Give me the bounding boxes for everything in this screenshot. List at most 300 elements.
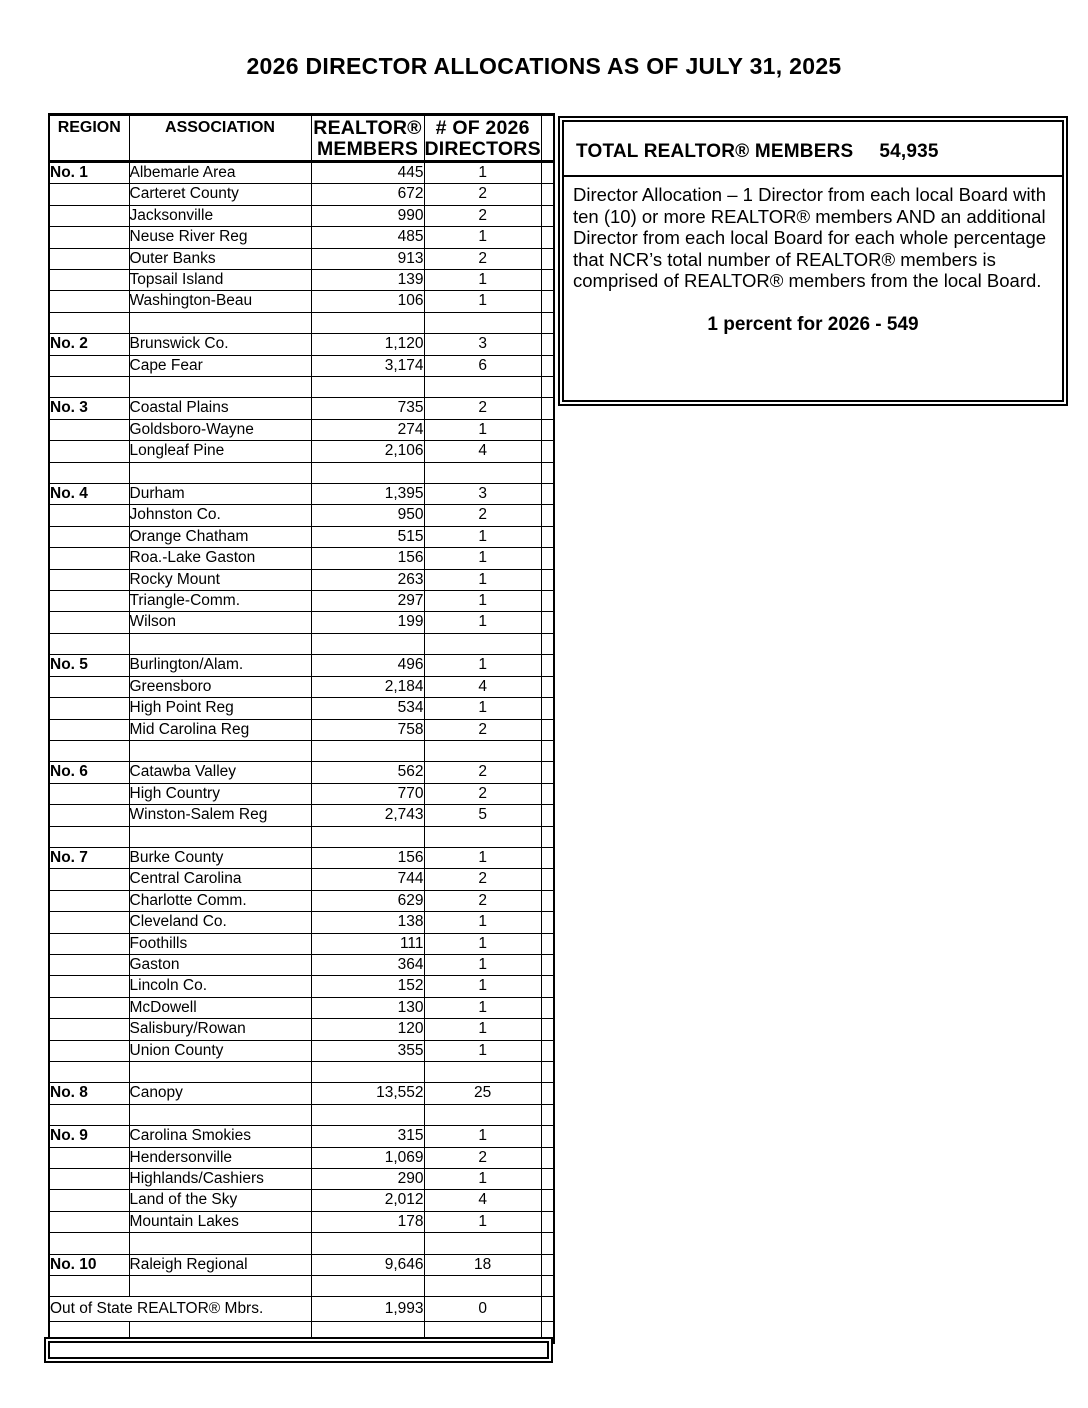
strip-cell: [541, 184, 554, 205]
region-cell: No. 8: [49, 1083, 129, 1104]
strip-cell: [541, 1061, 554, 1082]
members-cell: 445: [311, 162, 424, 184]
strip-cell: [541, 719, 554, 740]
region-cell: [49, 1211, 129, 1232]
table-header: [49, 115, 554, 162]
strip-cell: [541, 398, 554, 419]
association-cell: Salisbury/Rowan: [129, 1019, 311, 1040]
strip-cell: [541, 805, 554, 826]
association-cell: [129, 1233, 311, 1254]
region-cell: [49, 526, 129, 547]
region-cell: [49, 569, 129, 590]
directors-cell: 1: [424, 548, 541, 569]
total-members-row: [564, 122, 1062, 177]
region-cell: [49, 1104, 129, 1125]
table-row: [49, 334, 554, 355]
region-cell: [49, 355, 129, 376]
table-row: [49, 505, 554, 526]
directors-cell: 1: [424, 612, 541, 633]
table-row: [49, 655, 554, 676]
members-cell: [311, 1104, 424, 1125]
strip-cell: [541, 355, 554, 376]
members-cell: [311, 740, 424, 761]
region-cell: [49, 441, 129, 462]
table-row: [49, 1104, 554, 1125]
table-row: [49, 1275, 554, 1296]
members-cell: 156: [311, 847, 424, 868]
region-cell: [49, 1168, 129, 1189]
table-row: [49, 248, 554, 269]
region-cell: [49, 205, 129, 226]
table-row: [49, 162, 554, 184]
directors-cell: 1: [424, 591, 541, 612]
association-cell: Carteret County: [129, 184, 311, 205]
strip-cell: [541, 377, 554, 398]
directors-cell: 1: [424, 933, 541, 954]
bottom-empty-box-inner: [48, 1341, 549, 1359]
directors-cell: 2: [424, 398, 541, 419]
association-cell: Topsail Island: [129, 270, 311, 291]
table-row: [49, 484, 554, 505]
association-cell: Winston-Salem Reg: [129, 805, 311, 826]
header-members: [311, 115, 424, 162]
table-row: [49, 227, 554, 248]
directors-cell: 1: [424, 227, 541, 248]
members-cell: 315: [311, 1126, 424, 1147]
table-row: [49, 1233, 554, 1254]
members-cell: 534: [311, 698, 424, 719]
header-association-label: ASSOCIATION: [165, 119, 275, 136]
directors-cell: 2: [424, 184, 541, 205]
association-cell: Union County: [129, 1040, 311, 1061]
members-cell: 274: [311, 419, 424, 440]
table-row: [49, 1190, 554, 1211]
members-cell: 106: [311, 291, 424, 312]
table-row: [49, 997, 554, 1018]
members-cell: 2,184: [311, 676, 424, 697]
members-cell: 770: [311, 783, 424, 804]
strip-cell: [541, 740, 554, 761]
strip-cell: [541, 1168, 554, 1189]
strip-cell: [541, 912, 554, 933]
association-cell: Rocky Mount: [129, 569, 311, 590]
members-cell: 1,069: [311, 1147, 424, 1168]
strip-cell: [541, 1019, 554, 1040]
association-cell: Central Carolina: [129, 869, 311, 890]
directors-cell: 2: [424, 869, 541, 890]
strip-cell: [541, 655, 554, 676]
directors-cell: 4: [424, 1190, 541, 1211]
association-cell: [129, 1061, 311, 1082]
members-cell: 744: [311, 869, 424, 890]
region-cell: [49, 826, 129, 847]
association-cell: Orange Chatham: [129, 526, 311, 547]
association-cell: Hendersonville: [129, 1147, 311, 1168]
association-cell: Coastal Plains: [129, 398, 311, 419]
members-cell: 9,646: [311, 1254, 424, 1275]
table-row: [49, 890, 554, 911]
table-row: [49, 1019, 554, 1040]
header-region: [49, 115, 129, 162]
association-cell: High Country: [129, 783, 311, 804]
association-cell: Carolina Smokies: [129, 1126, 311, 1147]
table-row: [49, 184, 554, 205]
total-members-label: TOTAL REALTOR® MEMBERS: [576, 141, 854, 162]
region-cell: [49, 1147, 129, 1168]
directors-cell: 2: [424, 762, 541, 783]
association-cell: Wilson: [129, 612, 311, 633]
region-cell: [49, 1061, 129, 1082]
strip-cell: [541, 762, 554, 783]
members-cell: 111: [311, 933, 424, 954]
members-cell: 2,743: [311, 805, 424, 826]
directors-cell: 4: [424, 676, 541, 697]
region-cell: [49, 270, 129, 291]
members-cell: [311, 826, 424, 847]
region-cell: No. 3: [49, 398, 129, 419]
region-cell: [49, 783, 129, 804]
region-cell: No. 9: [49, 1126, 129, 1147]
members-cell: [311, 312, 424, 333]
region-cell: No. 10: [49, 1254, 129, 1275]
strip-cell: [541, 1083, 554, 1104]
strip-cell: [541, 484, 554, 505]
directors-cell: [424, 633, 541, 654]
association-cell: Highlands/Cashiers: [129, 1168, 311, 1189]
region-cell: [49, 805, 129, 826]
directors-cell: 4: [424, 441, 541, 462]
table-row: [49, 355, 554, 376]
region-cell: [49, 933, 129, 954]
members-cell: 562: [311, 762, 424, 783]
strip-cell: [541, 698, 554, 719]
members-cell: 485: [311, 227, 424, 248]
members-cell: 515: [311, 526, 424, 547]
strip-cell: [541, 1147, 554, 1168]
members-cell: 990: [311, 205, 424, 226]
region-cell: No. 7: [49, 847, 129, 868]
association-cell: Catawba Valley: [129, 762, 311, 783]
directors-cell: 0: [424, 1297, 541, 1322]
directors-cell: 3: [424, 334, 541, 355]
table-row: [49, 1061, 554, 1082]
page-title: 2026 DIRECTOR ALLOCATIONS AS OF JULY 31, 2025: [246, 53, 842, 79]
members-cell: [311, 1275, 424, 1296]
table-row: [49, 847, 554, 868]
members-cell: [311, 1233, 424, 1254]
region-cell: [49, 291, 129, 312]
association-cell: Foothills: [129, 933, 311, 954]
strip-cell: [541, 270, 554, 291]
table-row: [49, 762, 554, 783]
directors-cell: [424, 1233, 541, 1254]
association-cell: Burlington/Alam.: [129, 655, 311, 676]
strip-cell: [541, 826, 554, 847]
header-strip: [541, 115, 554, 162]
association-cell: [129, 826, 311, 847]
strip-cell: [541, 569, 554, 590]
association-cell: Durham: [129, 484, 311, 505]
association-cell: Land of the Sky: [129, 1190, 311, 1211]
members-cell: 735: [311, 398, 424, 419]
strip-cell: [541, 890, 554, 911]
members-cell: 629: [311, 890, 424, 911]
directors-cell: 1: [424, 912, 541, 933]
region-cell: [49, 1190, 129, 1211]
header-members-line2: MEMBERS: [316, 137, 419, 160]
table-row: [49, 633, 554, 654]
association-cell: McDowell: [129, 997, 311, 1018]
members-cell: 1,395: [311, 484, 424, 505]
strip-cell: [541, 676, 554, 697]
region-cell: [49, 698, 129, 719]
members-cell: 297: [311, 591, 424, 612]
members-cell: 672: [311, 184, 424, 205]
members-cell: 2,012: [311, 1190, 424, 1211]
region-cell: No. 6: [49, 762, 129, 783]
directors-cell: 1: [424, 162, 541, 184]
table-row: [49, 205, 554, 226]
association-cell: [129, 312, 311, 333]
table-row: [49, 933, 554, 954]
region-cell: [49, 740, 129, 761]
region-cell: [49, 462, 129, 483]
strip-cell: [541, 1040, 554, 1061]
strip-cell: [541, 248, 554, 269]
header-directors-line2: DIRECTORS: [424, 137, 541, 160]
region-cell: [49, 633, 129, 654]
region-cell: No. 1: [49, 162, 129, 184]
table-row: [49, 869, 554, 890]
directors-cell: 1: [424, 291, 541, 312]
directors-cell: 1: [424, 976, 541, 997]
association-cell: [129, 1275, 311, 1296]
region-cell: [49, 997, 129, 1018]
directors-cell: 2: [424, 248, 541, 269]
region-cell: [49, 1275, 129, 1296]
header-region-label: REGION: [57, 119, 121, 136]
members-cell: 496: [311, 655, 424, 676]
directors-cell: 25: [424, 1083, 541, 1104]
directors-cell: 1: [424, 954, 541, 975]
table-row: [49, 612, 554, 633]
directors-cell: 2: [424, 1147, 541, 1168]
directors-cell: 2: [424, 505, 541, 526]
region-cell: [49, 1040, 129, 1061]
table-row: [49, 1211, 554, 1232]
association-cell: Greensboro: [129, 676, 311, 697]
members-cell: 290: [311, 1168, 424, 1189]
association-cell: Lincoln Co.: [129, 976, 311, 997]
table-row: [49, 740, 554, 761]
strip-cell: [541, 162, 554, 184]
strip-cell: [541, 783, 554, 804]
info-box-inner: [562, 120, 1064, 402]
association-cell: Longleaf Pine: [129, 441, 311, 462]
association-cell: Cleveland Co.: [129, 912, 311, 933]
table-row: [49, 441, 554, 462]
directors-cell: 18: [424, 1254, 541, 1275]
association-cell: Brunswick Co.: [129, 334, 311, 355]
header-directors-line1: # OF 2026: [435, 117, 530, 139]
table-row: [49, 783, 554, 804]
out-of-state-row: [49, 1297, 554, 1322]
strip-cell: [541, 548, 554, 569]
region-cell: [49, 912, 129, 933]
strip-cell: [541, 1211, 554, 1232]
association-cell: Albemarle Area: [129, 162, 311, 184]
members-cell: 758: [311, 719, 424, 740]
region-cell: [49, 869, 129, 890]
members-cell: [311, 1061, 424, 1082]
directors-cell: 2: [424, 719, 541, 740]
header-directors: [424, 115, 541, 162]
strip-cell: [541, 612, 554, 633]
association-cell: Triangle-Comm.: [129, 591, 311, 612]
members-cell: 1,120: [311, 334, 424, 355]
table-row: [49, 826, 554, 847]
strip-cell: [541, 997, 554, 1018]
strip-cell: [541, 526, 554, 547]
members-cell: 1,993: [311, 1297, 424, 1322]
directors-cell: [424, 462, 541, 483]
members-cell: 152: [311, 976, 424, 997]
members-cell: 199: [311, 612, 424, 633]
region-cell: [49, 227, 129, 248]
directors-cell: 1: [424, 1040, 541, 1061]
table-row: [49, 548, 554, 569]
members-cell: [311, 377, 424, 398]
table-row: [49, 676, 554, 697]
members-cell: 139: [311, 270, 424, 291]
region-cell: No. 4: [49, 484, 129, 505]
directors-cell: [424, 1061, 541, 1082]
directors-cell: [424, 826, 541, 847]
region-cell: [49, 1019, 129, 1040]
strip-cell: [541, 1254, 554, 1275]
members-cell: 3,174: [311, 355, 424, 376]
region-cell: [49, 419, 129, 440]
table-row: [49, 912, 554, 933]
table-row: [49, 1254, 554, 1275]
region-cell: [49, 612, 129, 633]
strip-cell: [541, 1190, 554, 1211]
bottom-empty-box: [44, 1337, 553, 1363]
directors-cell: 1: [424, 997, 541, 1018]
association-cell: Neuse River Reg: [129, 227, 311, 248]
table-row: [49, 698, 554, 719]
members-cell: 130: [311, 997, 424, 1018]
members-cell: 364: [311, 954, 424, 975]
region-cell: [49, 954, 129, 975]
directors-cell: 1: [424, 847, 541, 868]
association-cell: [129, 633, 311, 654]
table-row: [49, 805, 554, 826]
table-row: [49, 419, 554, 440]
association-cell: Outer Banks: [129, 248, 311, 269]
strip-cell: [541, 1126, 554, 1147]
directors-cell: 1: [424, 1168, 541, 1189]
members-cell: 2,106: [311, 441, 424, 462]
association-cell: [129, 462, 311, 483]
association-cell: Raleigh Regional: [129, 1254, 311, 1275]
members-cell: [311, 462, 424, 483]
association-cell: Gaston: [129, 954, 311, 975]
directors-cell: 3: [424, 484, 541, 505]
region-cell: No. 2: [49, 334, 129, 355]
strip-cell: [541, 869, 554, 890]
members-cell: 120: [311, 1019, 424, 1040]
strip-cell: [541, 847, 554, 868]
region-cell: [49, 248, 129, 269]
directors-cell: 1: [424, 569, 541, 590]
table-row: [49, 976, 554, 997]
strip-cell: [541, 462, 554, 483]
association-cell: Cape Fear: [129, 355, 311, 376]
region-cell: [49, 548, 129, 569]
table-row: [49, 1040, 554, 1061]
strip-cell: [541, 933, 554, 954]
region-cell: No. 5: [49, 655, 129, 676]
table-row: [49, 1147, 554, 1168]
total-members-value: 54,935: [879, 141, 939, 162]
region-cell: [49, 676, 129, 697]
association-cell: Burke County: [129, 847, 311, 868]
table-row: [49, 312, 554, 333]
strip-cell: [541, 312, 554, 333]
members-cell: 950: [311, 505, 424, 526]
directors-cell: 1: [424, 270, 541, 291]
strip-cell: [541, 1104, 554, 1125]
strip-cell: [541, 1275, 554, 1296]
members-cell: 355: [311, 1040, 424, 1061]
association-cell: [129, 740, 311, 761]
directors-cell: 2: [424, 205, 541, 226]
association-cell: Washington-Beau: [129, 291, 311, 312]
table-row: [49, 270, 554, 291]
directors-cell: 1: [424, 1211, 541, 1232]
region-cell: [49, 976, 129, 997]
association-cell: [129, 1104, 311, 1125]
strip-cell: [541, 976, 554, 997]
table-row: [49, 398, 554, 419]
allocation-note: Director Allocation – 1 Director from each local Board with ten (10) or more REALTOR® members AND an additional Director from each local Board for each whole percentage that NCR’s total number of REALTOR® members is comprised of REALTOR® members from the local Board.: [573, 184, 1047, 291]
span-label-cell: Out of State REALTOR® Mbrs.: [49, 1297, 311, 1322]
region-cell: [49, 377, 129, 398]
table-row: [49, 462, 554, 483]
strip-cell: [541, 291, 554, 312]
members-cell: 178: [311, 1211, 424, 1232]
strip-cell: [541, 205, 554, 226]
percent-note: 1 percent for 2026 - 549: [707, 313, 919, 335]
allocations-table: [48, 113, 555, 1344]
table-row: [49, 1083, 554, 1104]
header-association: [129, 115, 311, 162]
strip-cell: [541, 419, 554, 440]
directors-cell: 1: [424, 698, 541, 719]
allocations-table-body: [49, 162, 554, 1344]
directors-cell: 1: [424, 1126, 541, 1147]
directors-cell: 6: [424, 355, 541, 376]
association-cell: Mountain Lakes: [129, 1211, 311, 1232]
info-box: [558, 116, 1068, 406]
association-cell: Roa.-Lake Gaston: [129, 548, 311, 569]
association-cell: Canopy: [129, 1083, 311, 1104]
table-row: [49, 1168, 554, 1189]
association-cell: Goldsboro-Wayne: [129, 419, 311, 440]
table-row: [49, 1126, 554, 1147]
table-row: [49, 719, 554, 740]
